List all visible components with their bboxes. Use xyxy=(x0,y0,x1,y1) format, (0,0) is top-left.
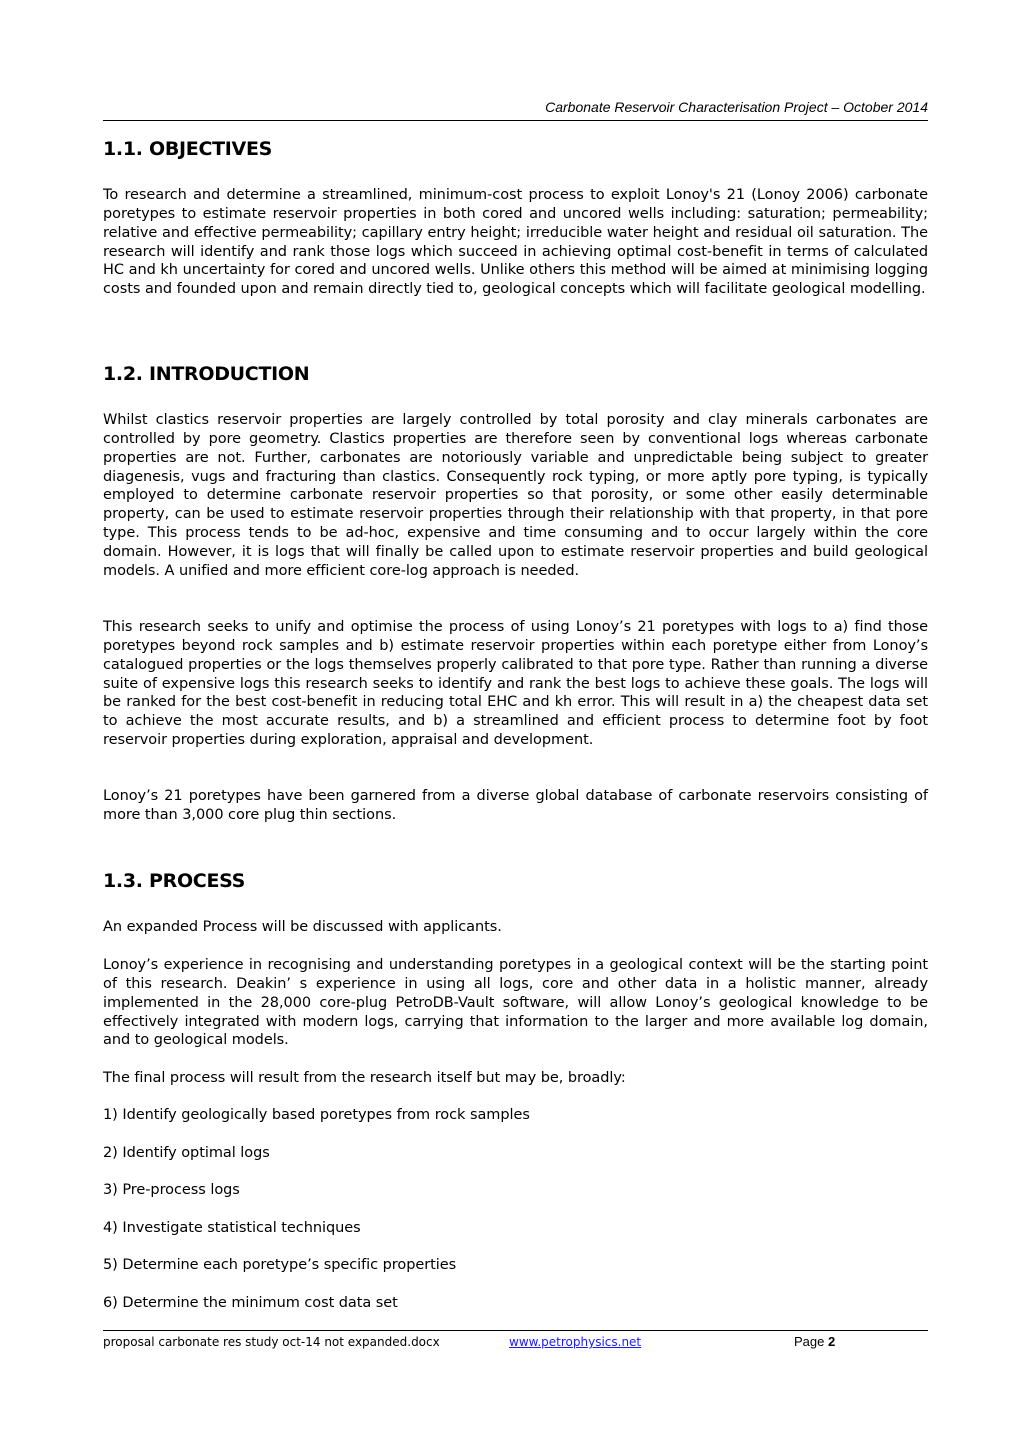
page-number: 2 xyxy=(828,1334,836,1349)
process-step: 2) Identify optimal logs xyxy=(103,1145,270,1161)
process-paragraph-3-block xyxy=(103,1069,928,1088)
process-paragraph-2-block xyxy=(103,956,928,1050)
footer-filename: proposal carbonate res study oct-14 not expanded.docx xyxy=(103,1335,440,1349)
introduction-paragraph: Lonoy’s 21 poretypes have been garnered from a diverse global database of carbonate reservoirs consisting of more than 3,000 core plug thin sections. xyxy=(103,788,928,823)
process-heading-block xyxy=(103,869,928,893)
footer-page-number xyxy=(794,1335,835,1349)
page-label: Page xyxy=(794,1334,825,1349)
introduction-paragraph: This research seeks to unify and optimise the process of using Lonoy’s 21 poretypes with logs to a) find those poretypes beyond rock samples and b) estimate reservoir properties within each poretype either from Lonoy’s catalogued properties or the logs themselves properly calibrated to that pore type. Rather than running a diverse suite of expensive logs this research seeks to identify and rank the best logs to achieve these goals. The logs will be ranked for the best cost-benefit in reducing total EHC and kh error. This will result in a) the cheapest data set to achieve the most accurate results, and b) a streamlined and efficient process to determine foot by foot reservoir properties during exploration, appraisal and development. xyxy=(103,619,928,749)
introduction-paragraph-2-block xyxy=(103,618,928,750)
process-step: 1) Identify geologically based poretypes from rock samples xyxy=(103,1107,530,1123)
process-paragraph: The final process will result from the research itself but may be, broadly: xyxy=(103,1070,626,1086)
document-page xyxy=(103,0,928,1447)
introduction-paragraph: Whilst clastics reservoir properties are largely controlled by total porosity and clay minerals carbonates are controlled by pore geometry. Clastics properties are therefore seen by conventional logs whereas carbonate properties are not. Further, carbonates are notoriously variable and unpredictable being subject to greater diagenesis, vugs and fracturing than clastics. Consequently rock typing, or more aptly pore typing, is typically employed to determine carbonate reservoir properties so that porosity, or some other easily determinable property, can be used to estimate reservoir properties through their relationship with that property, in that pore type. This process tends to be ad-hoc, expensive and time consuming and to occur largely within the core domain. However, it is logs that will finally be called upon to estimate reservoir properties and build geological models. A unified and more efficient core-log approach is needed. xyxy=(103,412,928,579)
header-divider xyxy=(103,120,928,121)
process-step: 5) Determine each poretype’s specific properties xyxy=(103,1257,457,1273)
footer-website-link[interactable]: www.petrophysics.net xyxy=(509,1335,642,1349)
introduction-paragraph-1-block xyxy=(103,411,928,581)
process-step-4 xyxy=(103,1219,928,1238)
objectives-heading-block xyxy=(103,137,928,161)
introduction-paragraph-3-block xyxy=(103,787,928,825)
objectives-paragraph: To research and determine a streamlined, minimum-cost process to exploit Lonoy's 21 (Lonoy 2006) carbonate poretypes to estimate reservoir properties in both cored and uncored wells including: saturation; permeability; relative and effective permeability; capillary entry height; irreducible water height and residual oil saturation. The research will identify and rank those logs which succeed in achieving optimal cost-benefit in terms of calculated HC and kh uncertainty for cored and uncored wells. Unlike others this method will be aimed at minimising logging costs and founded upon and remain directly tied to, geological concepts which will facilitate geological modelling. xyxy=(103,187,928,298)
running-header: Carbonate Reservoir Characterisation Project – October 2014 xyxy=(545,99,928,115)
process-step: 4) Investigate statistical techniques xyxy=(103,1220,361,1236)
objectives-heading: 1.1. OBJECTIVES xyxy=(103,138,273,160)
page-footer xyxy=(103,1335,928,1351)
process-step-3 xyxy=(103,1181,928,1200)
process-step: 3) Pre-process logs xyxy=(103,1182,240,1198)
objectives-paragraph-1-block xyxy=(103,186,928,299)
introduction-heading-block xyxy=(103,362,928,386)
process-step-1 xyxy=(103,1106,928,1125)
process-step-6 xyxy=(103,1294,928,1313)
process-step: 6) Determine the minimum cost data set xyxy=(103,1295,398,1311)
process-paragraph: An expanded Process will be discussed with applicants. xyxy=(103,919,502,935)
process-heading: 1.3. PROCESS xyxy=(103,870,246,892)
footer-divider xyxy=(103,1330,928,1331)
introduction-heading: 1.2. INTRODUCTION xyxy=(103,363,310,385)
process-step-5 xyxy=(103,1256,928,1275)
process-paragraph-1-block xyxy=(103,918,928,937)
process-step-2 xyxy=(103,1144,928,1163)
process-paragraph: Lonoy’s experience in recognising and understanding poretypes in a geological context will be the starting point of this research. Deakin’ s experience in using all logs, core and other data in a holistic manner, already implemented in the 28,000 core-plug PetroDB-Vault software, will allow Lonoy’s geological knowledge to be effectively integrated with modern logs, carrying that information to the larger and more available log domain, and to geological models. xyxy=(103,957,928,1049)
